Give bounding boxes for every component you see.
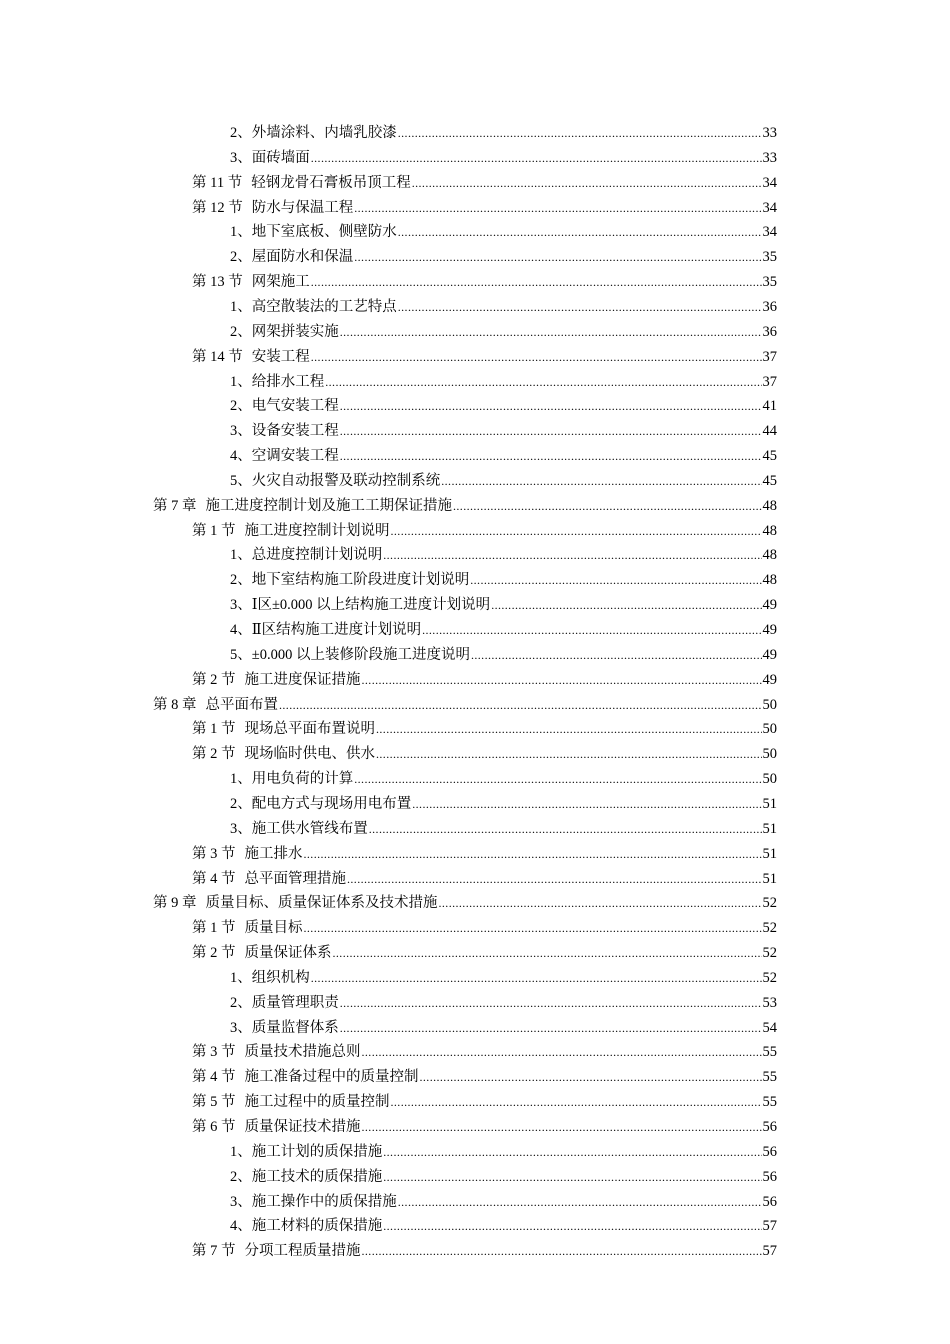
toc-entry-title: 面砖墙面 xyxy=(251,149,310,166)
toc-entry-title: 质量保证技术措施 xyxy=(244,1119,361,1135)
toc-entry-section[interactable] xyxy=(192,717,777,742)
toc-dot-leader xyxy=(333,941,762,966)
toc-entry-page-number: 34 xyxy=(762,199,777,216)
toc-dot-leader xyxy=(304,842,762,867)
toc-entry-page-number: 54 xyxy=(762,1019,777,1036)
toc-dot-leader xyxy=(398,1190,762,1215)
toc-dot-leader xyxy=(412,171,762,196)
toc-entry-page-number: 37 xyxy=(762,373,777,390)
toc-entry-number: 第 4 节 xyxy=(192,870,236,887)
toc-entry-section[interactable] xyxy=(192,171,777,196)
toc-entry-title: 安装工程 xyxy=(251,348,310,365)
toc-dot-leader xyxy=(383,1165,761,1190)
toc-entry-number: 5、 xyxy=(230,472,252,489)
toc-entry-title: 防水与保温工程 xyxy=(251,199,354,216)
toc-entry-title: 空调安装工程 xyxy=(251,448,339,465)
toc-entry-section[interactable] xyxy=(192,270,777,295)
toc-entry-page-number: 52 xyxy=(762,969,777,986)
toc-dot-leader xyxy=(340,320,762,345)
toc-entry-title: 总平面布置 xyxy=(205,696,278,713)
toc-entry-page-number: 45 xyxy=(762,472,777,489)
toc-dot-leader xyxy=(441,469,761,494)
toc-entry-page-number: 49 xyxy=(762,622,777,638)
toc-entry-title: 质量目标 xyxy=(244,920,303,937)
toc-dot-leader xyxy=(340,444,762,469)
toc-entry-page-number: 50 xyxy=(762,721,777,738)
toc-entry-title: 外墙涂料、内墙乳胶漆 xyxy=(251,125,397,141)
toc-entry-title: 施工计划的质保措施 xyxy=(251,1143,383,1160)
toc-entry-item[interactable] xyxy=(230,767,777,792)
toc-entry-page-number: 35 xyxy=(762,274,777,291)
toc-entry-section[interactable] xyxy=(192,519,777,544)
toc-dot-leader xyxy=(340,991,762,1016)
toc-entry-page-number: 51 xyxy=(762,820,777,837)
toc-entry-title: 现场总平面布置说明 xyxy=(244,721,375,738)
toc-entry-item[interactable] xyxy=(230,1016,777,1041)
toc-entry-title: Ⅱ区结构施工进度计划说明 xyxy=(251,622,422,638)
toc-entry-number: 第 3 节 xyxy=(192,845,236,862)
toc-entry-title: 组织机构 xyxy=(251,969,310,986)
toc-entry-number: 2、 xyxy=(230,323,252,340)
toc-entry-number: 2、 xyxy=(230,249,252,266)
toc-entry-page-number: 55 xyxy=(762,1094,777,1111)
toc-entry-page-number: 48 xyxy=(762,547,777,564)
toc-entry-title: 屋面防水和保温 xyxy=(251,249,354,266)
toc-dot-leader xyxy=(362,1239,762,1264)
toc-entry-page-number: 51 xyxy=(762,845,777,862)
toc-entry-title: 施工材料的质保措施 xyxy=(251,1218,383,1235)
toc-entry-page-number: 33 xyxy=(762,125,777,141)
toc-entry-number: 2、 xyxy=(230,795,252,812)
toc-entry-chapter[interactable] xyxy=(153,891,777,916)
toc-entry-number: 第 2 节 xyxy=(192,945,236,962)
toc-entry-number: 第 5 节 xyxy=(192,1094,236,1111)
toc-entry-page-number: 56 xyxy=(762,1119,777,1135)
toc-entry-number: 第 2 节 xyxy=(192,671,236,688)
toc-entry-title: 质量管理职责 xyxy=(251,994,339,1011)
toc-dot-leader xyxy=(311,345,762,370)
toc-entry-item[interactable] xyxy=(230,1190,777,1215)
toc-entry-item[interactable] xyxy=(230,817,777,842)
toc-entry-page-number: 34 xyxy=(762,174,777,191)
toc-entry-title: 分项工程质量措施 xyxy=(244,1243,361,1260)
toc-entry-item[interactable] xyxy=(230,1140,777,1165)
toc-dot-leader xyxy=(376,742,762,767)
toc-entry-number: 第 8 章 xyxy=(153,696,197,713)
toc-entry-section[interactable] xyxy=(192,867,777,892)
toc-entry-page-number: 49 xyxy=(762,671,777,688)
toc-entry-number: 2、 xyxy=(230,1168,252,1185)
toc-entry-title: 施工进度控制计划及施工工期保证措施 xyxy=(205,497,452,514)
toc-entry-page-number: 45 xyxy=(762,448,777,465)
toc-entry-item[interactable] xyxy=(230,245,777,270)
toc-entry-item[interactable] xyxy=(230,370,777,395)
toc-entry-title: 施工供水管线布置 xyxy=(251,820,368,837)
toc-dot-leader xyxy=(362,1040,762,1065)
toc-entry-title: ±0.000 以上装修阶段施工进度说明 xyxy=(251,646,470,663)
toc-entry-page-number: 57 xyxy=(762,1218,777,1235)
toc-entry-number: 第 2 节 xyxy=(192,746,236,763)
toc-entry-title: 施工排水 xyxy=(244,845,303,862)
toc-dot-leader xyxy=(453,494,762,519)
toc-entry-page-number: 56 xyxy=(762,1143,777,1160)
toc-dot-leader xyxy=(325,370,761,395)
toc-entry-number: 3、 xyxy=(230,1019,252,1036)
toc-entry-page-number: 48 xyxy=(762,572,777,589)
toc-dot-leader xyxy=(383,1214,761,1239)
toc-entry-title: 施工进度控制计划说明 xyxy=(244,522,390,539)
toc-entry-item[interactable] xyxy=(230,618,777,643)
toc-entry-number: 第 14 节 xyxy=(192,348,243,365)
toc-entry-number: 第 11 节 xyxy=(192,174,243,191)
toc-dot-leader xyxy=(311,146,762,171)
toc-dot-leader xyxy=(340,394,762,419)
toc-entry-number: 第 12 节 xyxy=(192,199,243,216)
toc-dot-leader xyxy=(398,295,762,320)
toc-dot-leader xyxy=(354,245,761,270)
toc-entry-section[interactable] xyxy=(192,1040,777,1065)
toc-entry-page-number: 51 xyxy=(762,795,777,812)
toc-entry-item[interactable] xyxy=(230,593,777,618)
toc-entry-page-number: 55 xyxy=(762,1044,777,1061)
toc-entry-item[interactable] xyxy=(230,320,777,345)
toc-entry-title: 质量目标、质量保证体系及技术措施 xyxy=(205,895,438,912)
toc-entry-page-number: 48 xyxy=(762,497,777,514)
toc-entry-page-number: 36 xyxy=(762,298,777,315)
toc-entry-title: 设备安装工程 xyxy=(251,423,339,440)
toc-entry-number: 第 7 节 xyxy=(192,1243,236,1260)
toc-entry-number: 1、 xyxy=(230,547,252,564)
toc-dot-leader xyxy=(398,121,762,146)
toc-entry-number: 1、 xyxy=(230,224,252,241)
toc-dot-leader xyxy=(340,1016,762,1041)
toc-entry-number: 3、 xyxy=(230,597,252,614)
toc-dot-leader xyxy=(398,220,762,245)
toc-entry-page-number: 37 xyxy=(762,348,777,365)
toc-entry-number: 2、 xyxy=(230,398,252,415)
toc-entry-title: 用电负荷的计算 xyxy=(251,771,354,788)
toc-entry-title: 网架拼装实施 xyxy=(251,323,339,340)
toc-entry-title: 现场临时供电、供水 xyxy=(244,746,375,763)
toc-entry-page-number: 52 xyxy=(762,945,777,962)
toc-entry-number: 1、 xyxy=(230,373,252,390)
toc-entry-number: 1、 xyxy=(230,969,252,986)
toc-entry-title: 总进度控制计划说明 xyxy=(251,547,383,564)
toc-entry-item[interactable] xyxy=(230,966,777,991)
toc-dot-leader xyxy=(362,668,762,693)
toc-entry-page-number: 35 xyxy=(762,249,777,266)
toc-entry-section[interactable] xyxy=(192,1065,777,1090)
toc-entry-section[interactable] xyxy=(192,345,777,370)
toc-dot-leader xyxy=(491,593,761,618)
toc-entry-page-number: 50 xyxy=(762,696,777,713)
toc-entry-item[interactable] xyxy=(230,543,777,568)
toc-entry-title: 网架施工 xyxy=(251,274,310,291)
toc-entry-number: 5、 xyxy=(230,646,252,663)
toc-entry-page-number: 34 xyxy=(762,224,777,241)
toc-entry-item[interactable] xyxy=(230,419,777,444)
toc-dot-leader xyxy=(420,1065,762,1090)
toc-entry-page-number: 41 xyxy=(762,398,777,415)
toc-entry-number: 3、 xyxy=(230,423,252,440)
toc-entry-title: 施工过程中的质量控制 xyxy=(244,1094,390,1111)
toc-entry-title: 地下室底板、侧壁防水 xyxy=(251,224,397,241)
toc-entry-number: 第 4 节 xyxy=(192,1069,236,1086)
toc-dot-leader xyxy=(383,543,761,568)
toc-entry-number: 第 9 章 xyxy=(153,895,197,912)
toc-entry-title: 轻钢龙骨石膏板吊顶工程 xyxy=(251,174,411,191)
toc-entry-section[interactable] xyxy=(192,1239,777,1264)
toc-entry-section[interactable] xyxy=(192,668,777,693)
toc-entry-page-number: 50 xyxy=(762,746,777,763)
toc-entry-item[interactable] xyxy=(230,792,777,817)
toc-entry-number: 2、 xyxy=(230,994,252,1011)
toc-entry-page-number: 57 xyxy=(762,1243,777,1260)
toc-entry-section[interactable] xyxy=(192,842,777,867)
toc-entry-title: 质量监督体系 xyxy=(251,1019,339,1036)
toc-entry-page-number: 50 xyxy=(762,771,777,788)
toc-dot-leader xyxy=(471,643,762,668)
toc-entry-title: 质量保证体系 xyxy=(244,945,332,962)
toc-entry-item[interactable] xyxy=(230,991,777,1016)
toc-entry-page-number: 49 xyxy=(762,597,777,614)
toc-entry-number: 2、 xyxy=(230,572,252,589)
toc-entry-number: 4、 xyxy=(230,622,252,638)
toc-entry-item[interactable] xyxy=(230,295,777,320)
toc-entry-number: 1、 xyxy=(230,771,252,788)
toc-entry-number: 4、 xyxy=(230,448,252,465)
toc-entry-page-number: 36 xyxy=(762,323,777,340)
toc-entry-number: 第 1 节 xyxy=(192,522,236,539)
toc-entry-item[interactable] xyxy=(230,568,777,593)
toc-dot-leader xyxy=(439,891,762,916)
toc-entry-number: 第 7 章 xyxy=(153,497,197,514)
toc-entry-title: 电气安装工程 xyxy=(251,398,339,415)
toc-entry-number: 3、 xyxy=(230,149,252,166)
toc-entry-title: 地下室结构施工阶段进度计划说明 xyxy=(251,572,470,589)
toc-entry-number: 3、 xyxy=(230,820,252,837)
toc-dot-leader xyxy=(354,196,761,221)
toc-entry-title: 高空散装法的工艺特点 xyxy=(251,298,397,315)
toc-dot-leader xyxy=(279,693,762,718)
toc-entry-number: 第 1 节 xyxy=(192,721,236,738)
toc-entry-number: 4、 xyxy=(230,1218,252,1235)
toc-entry-title: 施工准备过程中的质量控制 xyxy=(244,1069,419,1086)
toc-dot-leader xyxy=(376,717,762,742)
toc-entry-item[interactable] xyxy=(230,1214,777,1239)
toc-entry-section[interactable] xyxy=(192,916,777,941)
toc-entry-number: 第 1 节 xyxy=(192,920,236,937)
toc-dot-leader xyxy=(470,568,761,593)
toc-entry-number: 第 3 节 xyxy=(192,1044,236,1061)
toc-entry-page-number: 33 xyxy=(762,149,777,166)
toc-entry-page-number: 49 xyxy=(762,646,777,663)
toc-entry-number: 第 6 节 xyxy=(192,1119,236,1135)
toc-entry-section[interactable] xyxy=(192,196,777,221)
toc-entry-item[interactable] xyxy=(230,643,777,668)
toc-entry-number: 3、 xyxy=(230,1193,252,1210)
toc-entry-number: 2、 xyxy=(230,125,252,141)
toc-entry-title: 施工操作中的质保措施 xyxy=(251,1193,397,1210)
toc-entry-number: 1、 xyxy=(230,298,252,315)
toc-entry-item[interactable] xyxy=(230,469,777,494)
toc-entry-title: 施工进度保证措施 xyxy=(244,671,361,688)
toc-dot-leader xyxy=(311,966,762,991)
toc-dot-leader xyxy=(422,618,761,643)
toc-entry-item[interactable] xyxy=(230,146,777,171)
toc-entry-title: 施工技术的质保措施 xyxy=(251,1168,383,1185)
toc-entry-title: 火灾自动报警及联动控制系统 xyxy=(251,472,441,489)
toc-dot-leader xyxy=(340,419,762,444)
toc-entry-item[interactable] xyxy=(230,121,777,146)
toc-entry-section[interactable] xyxy=(192,1115,777,1140)
toc-entry-chapter[interactable] xyxy=(153,494,777,519)
toc-entry-title: 配电方式与现场用电布置 xyxy=(251,795,412,812)
toc-entry-number: 1、 xyxy=(230,1143,252,1160)
toc-dot-leader xyxy=(311,270,762,295)
toc-entry-number: 第 13 节 xyxy=(192,274,243,291)
toc-entry-page-number: 56 xyxy=(762,1193,777,1210)
toc-entry-page-number: 48 xyxy=(762,522,777,539)
toc-entry-item[interactable] xyxy=(230,394,777,419)
toc-dot-leader xyxy=(369,817,762,842)
toc-entry-page-number: 53 xyxy=(762,994,777,1011)
toc-entry-page-number: 55 xyxy=(762,1069,777,1086)
toc-entry-page-number: 51 xyxy=(762,870,777,887)
toc-entry-section[interactable] xyxy=(192,1090,777,1115)
toc-entry-item[interactable] xyxy=(230,444,777,469)
toc-entry-item[interactable] xyxy=(230,220,777,245)
toc-dot-leader xyxy=(347,867,762,892)
toc-entry-section[interactable] xyxy=(192,941,777,966)
toc-dot-leader xyxy=(383,1140,761,1165)
toc-entry-item[interactable] xyxy=(230,1165,777,1190)
toc-dot-leader xyxy=(304,916,762,941)
toc-dot-leader xyxy=(391,1090,762,1115)
toc-dot-leader xyxy=(412,792,761,817)
toc-dot-leader xyxy=(354,767,761,792)
toc-entry-page-number: 52 xyxy=(762,895,777,912)
toc-entry-section[interactable] xyxy=(192,742,777,767)
toc-entry-title: 给排水工程 xyxy=(251,373,325,390)
toc-entry-chapter[interactable] xyxy=(153,693,777,718)
toc-entry-page-number: 44 xyxy=(762,423,777,440)
toc-entry-title: Ⅰ区±0.000 以上结构施工进度计划说明 xyxy=(251,597,491,614)
toc-entry-title: 质量技术措施总则 xyxy=(244,1044,361,1061)
toc-entry-page-number: 56 xyxy=(762,1168,777,1185)
toc-entry-title: 总平面管理措施 xyxy=(244,870,346,887)
toc-dot-leader xyxy=(362,1115,762,1140)
toc-entry-page-number: 52 xyxy=(762,920,777,937)
toc-dot-leader xyxy=(391,519,762,544)
